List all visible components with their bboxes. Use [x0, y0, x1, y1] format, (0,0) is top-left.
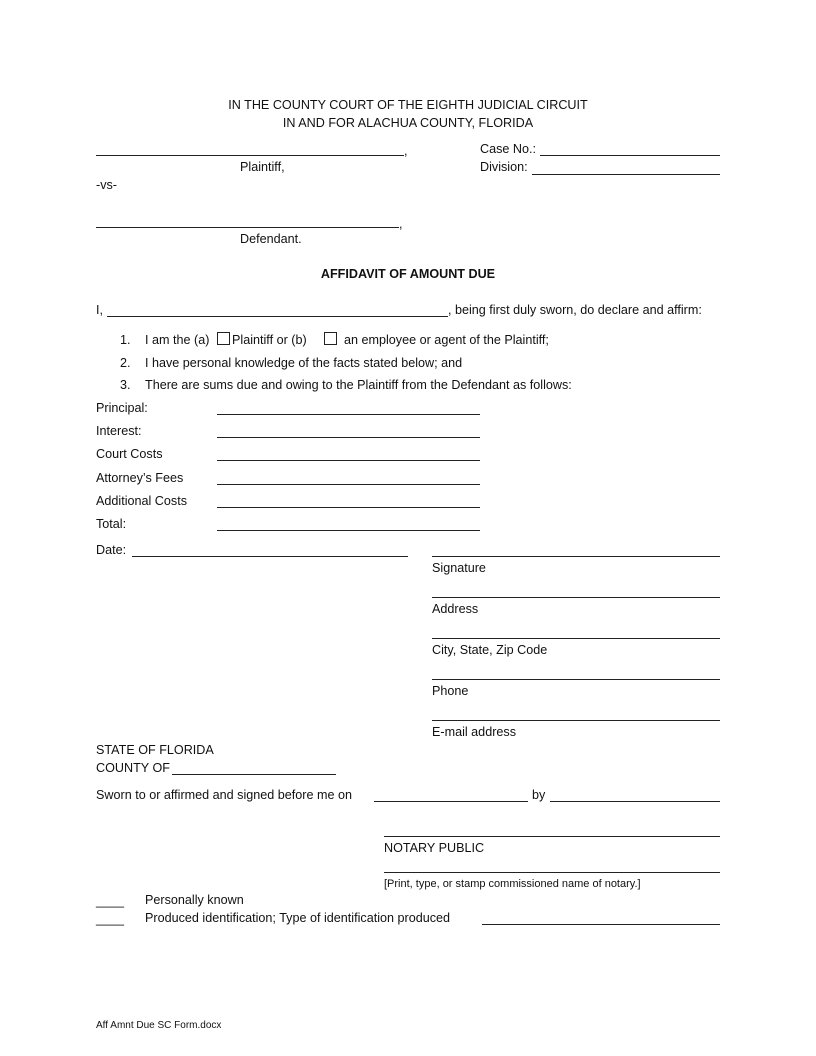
- city-state-zip-label: City, State, Zip Code: [432, 643, 548, 657]
- intro-prefix: I,: [96, 303, 103, 317]
- id-type-field[interactable]: [482, 924, 720, 925]
- county-field[interactable]: [172, 774, 336, 775]
- personally-known-label: Personally known: [145, 893, 244, 907]
- address-field[interactable]: [432, 597, 720, 598]
- document-title: AFFIDAVIT OF AMOUNT DUE: [320, 267, 496, 281]
- principal-field[interactable]: [217, 414, 480, 415]
- state-label: STATE OF FLORIDA: [96, 743, 214, 757]
- email-label: E-mail address: [432, 725, 516, 739]
- plaintiff-checkbox[interactable]: [217, 332, 230, 345]
- city-state-zip-field[interactable]: [432, 638, 720, 639]
- interest-field[interactable]: [217, 437, 480, 438]
- comma: ,: [399, 217, 403, 231]
- by-label: by: [532, 788, 546, 802]
- court-costs-field[interactable]: [217, 460, 480, 461]
- sworn-text: Sworn to or affirmed and signed before me on: [96, 788, 352, 802]
- produced-id-blank[interactable]: ____: [96, 912, 125, 926]
- vs-label: -vs-: [96, 178, 117, 192]
- additional-costs-field[interactable]: [217, 507, 480, 508]
- case-no-field[interactable]: [540, 155, 720, 156]
- county-label: COUNTY OF: [96, 761, 170, 775]
- signature-field[interactable]: [432, 556, 720, 557]
- defendant-name-field[interactable]: [96, 227, 399, 228]
- phone-label: Phone: [432, 684, 469, 698]
- amount-label-total: Total:: [96, 517, 127, 531]
- item-1-text-a: I am the (a): [145, 333, 210, 347]
- date-field[interactable]: [132, 556, 408, 557]
- email-field[interactable]: [432, 720, 720, 721]
- item-1-text-c: an employee or agent of the Plaintiff;: [344, 333, 549, 347]
- employee-agent-checkbox[interactable]: [324, 332, 337, 345]
- amount-label-additional-costs: Additional Costs: [96, 494, 188, 508]
- amount-label-attorneys-fees: Attorney’s Fees: [96, 471, 184, 485]
- footer-filename: Aff Amnt Due SC Form.docx: [96, 1020, 222, 1031]
- date-label: Date:: [96, 543, 127, 557]
- notary-public-label: NOTARY PUBLIC: [384, 841, 485, 855]
- notary-name-field[interactable]: [384, 872, 720, 873]
- personally-known-blank[interactable]: ____: [96, 894, 125, 908]
- court-header-line1: IN THE COUNTY COURT OF THE EIGHTH JUDICIAL CIRCUIT: [228, 98, 588, 112]
- phone-field[interactable]: [432, 679, 720, 680]
- item-1-text-b: Plaintiff or (b): [232, 333, 307, 347]
- amount-label-court-costs: Court Costs: [96, 447, 163, 461]
- notary-signature-field[interactable]: [384, 836, 720, 837]
- court-header-line2: IN AND FOR ALACHUA COUNTY, FLORIDA: [282, 116, 534, 130]
- sworn-date-field[interactable]: [374, 801, 528, 802]
- notary-name-instructions: [Print, type, or stamp commissioned name of notary.]: [384, 878, 641, 890]
- amount-label-principal: Principal:: [96, 401, 148, 415]
- amount-label-interest: Interest:: [96, 424, 142, 438]
- address-label: Address: [432, 602, 479, 616]
- item-number: 3.: [120, 378, 131, 392]
- sworn-by-field[interactable]: [550, 801, 720, 802]
- comma: ,: [404, 144, 408, 158]
- attorneys-fees-field[interactable]: [217, 484, 480, 485]
- affiant-name-field[interactable]: [107, 316, 448, 317]
- intro-suffix: , being first duly sworn, do declare and affirm:: [448, 303, 702, 317]
- division-label: Division:: [480, 160, 528, 174]
- item-number: 2.: [120, 356, 131, 370]
- division-field[interactable]: [532, 174, 720, 175]
- item-3-text: There are sums due and owing to the Plaintiff from the Defendant as follows:: [145, 378, 572, 392]
- plaintiff-name-field[interactable]: [96, 155, 404, 156]
- item-2-text: I have personal knowledge of the facts stated below; and: [145, 356, 463, 370]
- plaintiff-label: Plaintiff,: [240, 160, 285, 174]
- produced-id-label: Produced identification; Type of identification produced: [145, 911, 451, 925]
- item-number: 1.: [120, 333, 131, 347]
- total-field[interactable]: [217, 530, 480, 531]
- defendant-label: Defendant.: [240, 232, 302, 246]
- signature-label: Signature: [432, 561, 486, 575]
- case-no-label: Case No.:: [480, 142, 536, 156]
